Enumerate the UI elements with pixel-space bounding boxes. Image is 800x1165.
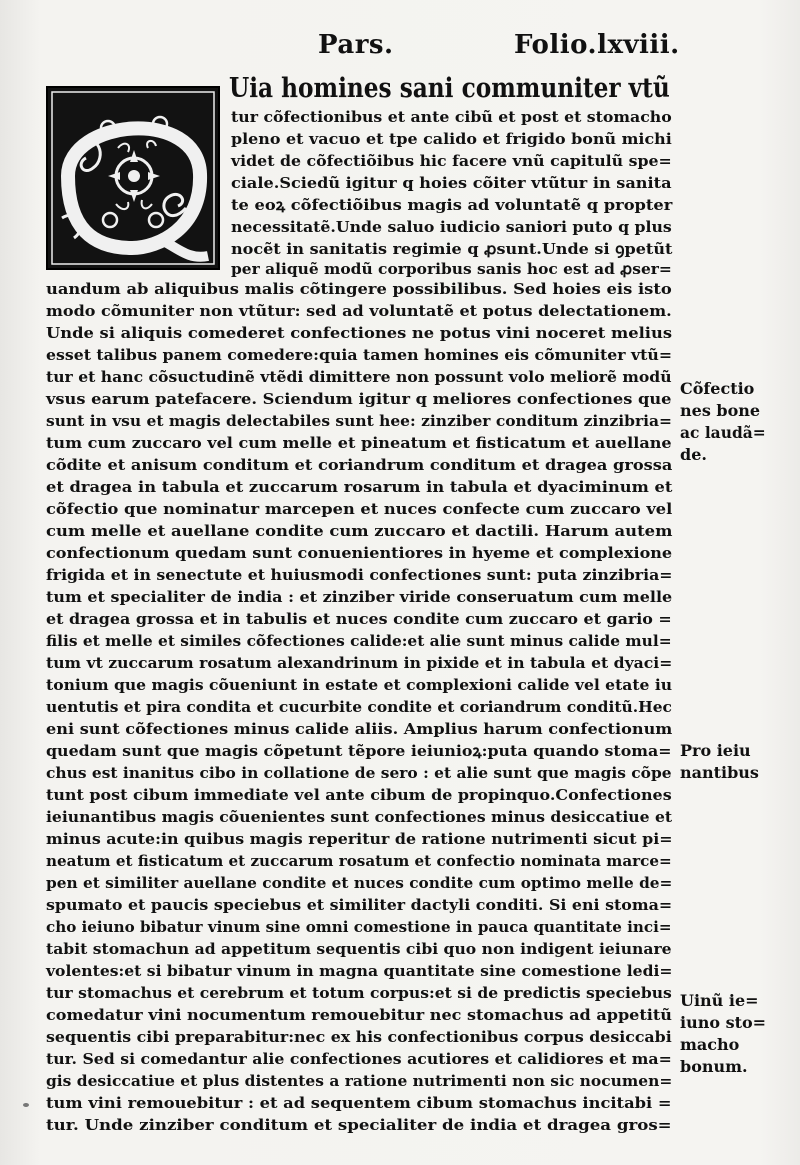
- text-line: et dragea grossa et in tabulis et nuces condite cum zuccaro et gario =: [46, 610, 672, 628]
- text-line: sequentis cibi preparabitur:nec ex his confectionibus corpus desiccabi: [46, 1028, 672, 1046]
- text-line: neatum et fisticatum et zuccarum rosatum et confectio nominata marce=: [46, 852, 672, 870]
- text-line: tabit stomachun ad appetitum sequentis cibi quo non indigent ieiunare: [46, 940, 672, 958]
- text-line: necessitatẽ.Unde saluo iudicio saniori puto q plus: [231, 218, 672, 236]
- text-line: per aliquẽ modũ corporibus sanis hoc est ad ꝓser=: [231, 260, 672, 278]
- text-line: quedam sunt que magis cõpetunt tẽpore ieiunioꝝ:puta quando stoma=: [46, 742, 672, 760]
- folio-number: Folio.lxviii.: [514, 30, 680, 60]
- text-line: cõdite et anisum conditum et coriandrum conditum et dragea grossa: [46, 456, 673, 474]
- text-line: uandum ab aliquibus malis cõtingere possibilibus. Sed hoies eis isto: [46, 280, 672, 298]
- text-line: ieiunantibus magis cõuenientes sunt confectiones minus desiccatiue et: [46, 808, 673, 826]
- margin-note-line: bonum.: [680, 1057, 748, 1076]
- text-line: chus est inanitus cibo in collatione de sero : et alie sunt que magis cõpe: [46, 764, 672, 782]
- text-line: gis desiccatiue et plus distentes a ratione nutrimenti non sic nocumen=: [46, 1072, 673, 1090]
- text-line: tum cum zuccaro vel cum melle et pineatum et fisticatum et auellane: [46, 434, 672, 452]
- opening-line: Uia homines sani communiter vtũ: [229, 73, 670, 104]
- text-line: modo cõmuniter non vtũtur: sed ad voluntatẽ et potus delectationem.: [46, 302, 672, 320]
- text-line: videt de cõfectiõibus hic facere vnũ capitulũ spe=: [231, 152, 672, 170]
- margin-note-line: ac laudã=: [680, 423, 766, 442]
- decorated-initial-q-icon: [46, 86, 220, 270]
- text-line: tur. Unde zinziber conditum et specialiter de india et dragea gros=: [46, 1116, 672, 1134]
- margin-note-line: Pro ieiu: [680, 741, 751, 760]
- text-line: esset talibus panem comedere:quia tamen homines eis cõmuniter vtũ=: [46, 346, 672, 364]
- text-line: pen et similiter auellane condite et nuces condite cum optimo melle de=: [46, 874, 673, 892]
- text-line: filis et melle et similes cõfectiones calide:et alie sunt minus calide mul=: [46, 632, 672, 650]
- text-line: spumato et paucis speciebus et similiter dactyli conditi. Si eni stoma=: [46, 896, 673, 914]
- text-line: cum melle et auellane condite cum zuccaro et dactili. Harum autem: [46, 522, 673, 540]
- margin-note-line: de.: [680, 445, 707, 464]
- text-line: tum vt zuccarum rosatum alexandrinum in pixide et in tabula et dyaci=: [46, 654, 673, 672]
- text-line: comedatur vini nocumentum remouebitur nec stomachus ad appetitũ: [46, 1006, 672, 1024]
- margin-note-line: nes bone: [680, 401, 761, 420]
- text-line: Unde si aliquis comederet confectiones ne potus vini noceret melius: [46, 324, 673, 342]
- text-line: frigida et in senectute et huiusmodi confectiones sunt: puta zinzibria=: [46, 566, 673, 584]
- text-line: tunt post cibum immediate vel ante cibum de propinquo.Confectiones: [46, 786, 672, 804]
- text-line: et dragea in tabula et zuccarum rosarum in tabula et dyaciminum et: [46, 478, 673, 496]
- text-line: tur. Sed si comedantur alie confectiones acutiores et calidiores et ma=: [46, 1050, 672, 1068]
- text-line: vsus earum patefacere. Sciendum igitur q meliores confectiones que: [46, 390, 672, 408]
- text-line: cho ieiuno bibatur vinum sine omni comestione in pauca quantitate inci=: [46, 918, 672, 936]
- text-line: tum vini remouebitur : et ad sequentem cibum stomachus incitabi =: [46, 1094, 672, 1112]
- running-head-pars: Pars.: [318, 30, 394, 60]
- text-line: confectionum quedam sunt conuenientiores in hyeme et complexione: [46, 544, 673, 562]
- text-line: tur stomachus et cerebrum et totum corpus:et si de predictis speciebus: [46, 984, 672, 1002]
- text-line: eni sunt cõfectiones minus calide aliis. Amplius harum confectionum: [46, 720, 673, 738]
- margin-note-line: Cõfectio: [680, 379, 755, 398]
- text-line: tum et specialiter de india : et zinziber viride conseruatum cum melle: [46, 588, 673, 606]
- text-line: volentes:et si bibatur vinum in magna quantitate sine comestione ledi=: [46, 962, 673, 980]
- text-line: uentutis et pira condita et cucurbite condite et coriandrum conditũ.Hec: [46, 698, 672, 716]
- text-line: ciale.Sciedũ igitur q hoies cõiter vtũtur in sanita: [231, 174, 672, 192]
- text-line: tur et hanc cõsuctudinẽ vtẽdi dimittere non possunt volo meliorẽ modũ: [46, 368, 672, 386]
- text-line: minus acute:in quibus magis reperitur de ratione nutrimenti sicut pi=: [46, 830, 673, 848]
- text-line: tonium que magis cõueniunt in estate et complexioni calide vel etate iu: [46, 676, 673, 694]
- text-line: pleno et vacuo et tpe calido et frigido bonũ michi: [231, 130, 672, 148]
- margin-note-line: iuno sto=: [680, 1013, 767, 1032]
- ink-speck: [23, 1103, 29, 1107]
- margin-note-line: macho: [680, 1035, 740, 1054]
- text-line: te eoꝝ cõfectiõibus magis ad voluntatẽ q propter: [231, 196, 673, 214]
- margin-note-line: Uinũ ie=: [680, 991, 759, 1010]
- text-line: sunt in vsu et magis delectabiles sunt hee: zinziber conditum zinzibria=: [46, 412, 672, 430]
- text-line: nocẽt in sanitatis regimie q ꝓsunt.Unde si ꝯpetũt: [231, 240, 673, 258]
- text-line: tur cõfectionibus et ante cibũ et post et stomacho: [231, 108, 672, 126]
- margin-note-line: nantibus: [680, 763, 759, 782]
- text-line: cõfectio que nominatur marcepen et nuces confecte cum zuccaro vel: [46, 500, 673, 518]
